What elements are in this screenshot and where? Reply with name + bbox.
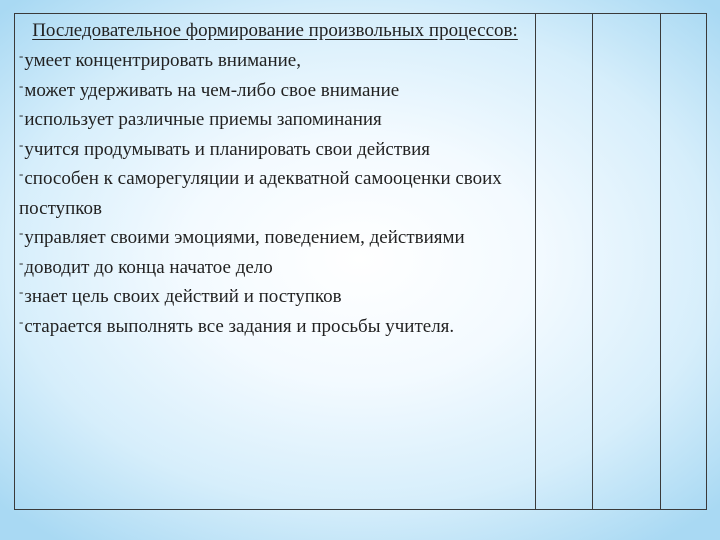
bullet-dash: - xyxy=(19,48,24,63)
list-item xyxy=(19,253,531,283)
criteria-cell xyxy=(15,14,536,509)
criteria-table xyxy=(14,13,707,510)
list-item xyxy=(19,312,531,342)
list-item-text: умеет концентрировать внимание, xyxy=(24,50,301,71)
list-item-text: способен к саморегуляции и адекватной самооценки своих поступков xyxy=(19,168,502,219)
bullet-dash: - xyxy=(19,107,24,122)
list-item xyxy=(19,135,531,165)
list-item xyxy=(19,282,531,312)
list-item-text: управляет своими эмоциями, поведением, действиями xyxy=(24,227,465,248)
list-item xyxy=(19,164,531,223)
empty-cell-2 xyxy=(593,14,661,509)
bullet-dash: - xyxy=(19,166,24,181)
bullet-dash: - xyxy=(19,77,24,93)
list-item-text: может удерживать на чем-либо свое внимание xyxy=(24,79,400,101)
list-item-text: использует различные приемы запоминания xyxy=(24,109,382,130)
list-item-text: доводит до конца начатое дело xyxy=(24,256,273,278)
list-item-text: учится продумывать и планировать свои действия xyxy=(24,138,431,160)
bullet-dash: - xyxy=(19,284,24,299)
bullet-dash: - xyxy=(19,136,24,152)
list-item xyxy=(19,105,531,135)
bullet-dash: - xyxy=(19,225,24,240)
bullet-dash: - xyxy=(19,254,24,270)
list-item-text: знает цель своих действий и поступков xyxy=(24,286,342,307)
list-item xyxy=(19,46,531,76)
list-item xyxy=(19,223,531,253)
list-item xyxy=(19,76,531,106)
criteria-list xyxy=(19,46,531,341)
section-heading: Последовательное формирование произвольных процессов: xyxy=(32,20,518,41)
empty-cell-3 xyxy=(661,14,706,509)
list-item-text: старается выполнять все задания и просьбы учителя. xyxy=(24,315,455,337)
bullet-dash: - xyxy=(19,313,24,329)
empty-cell-1 xyxy=(536,14,593,509)
